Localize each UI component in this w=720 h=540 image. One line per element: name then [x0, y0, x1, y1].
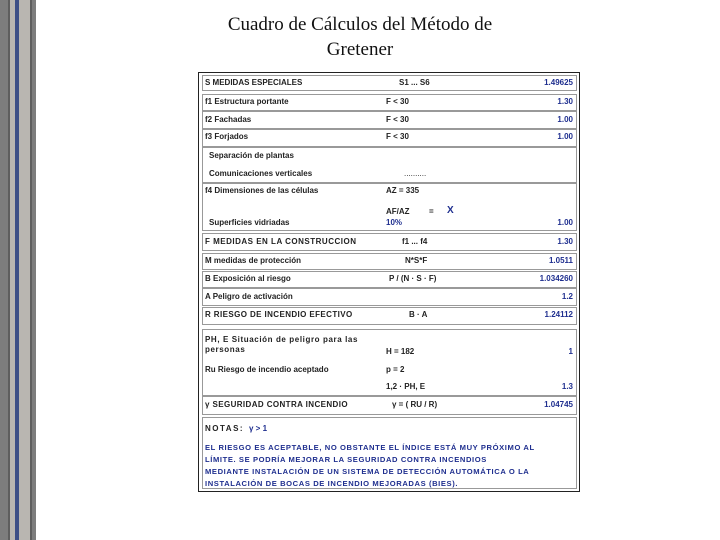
row-formula: 1,2 · PH, E	[386, 382, 426, 391]
row-formula: γ = ( RU / R)	[392, 400, 438, 409]
row-formula: ..........	[404, 169, 427, 178]
row-value: 1.00	[557, 218, 573, 227]
row-label: B Exposición al riesgo	[205, 274, 291, 283]
row-value: 1	[568, 347, 573, 356]
notes-heading: NOTAS:	[205, 424, 245, 433]
row-formula: F < 30	[386, 115, 409, 124]
row-label: γ SEGURIDAD CONTRA INCENDIO	[205, 400, 348, 409]
row-label: f4 Dimensiones de las células	[205, 186, 319, 195]
row-formula: f1 ... f4	[402, 237, 428, 246]
row-formula: S1 ... S6	[399, 78, 430, 87]
row-formula: AF/AZ	[386, 207, 410, 216]
notes-condition: γ > 1	[249, 424, 268, 433]
row-value: 1.00	[557, 132, 573, 141]
row-formula-x: X	[447, 205, 454, 216]
row-label: f2 Fachadas	[205, 115, 252, 124]
row-value: 1.24112	[544, 310, 573, 319]
title-line-1: Cuadro de Cálculos del Método de	[227, 14, 493, 35]
row-value: 1.30	[557, 237, 573, 246]
decorative-side-bar	[0, 0, 36, 540]
row-label: S MEDIDAS ESPECIALES	[205, 78, 303, 87]
row-formula-equals: =	[429, 207, 434, 216]
row-formula: AZ = 335	[386, 186, 420, 195]
row-formula: p = 2	[386, 365, 405, 374]
row-value: 1.2	[561, 292, 573, 301]
notes-line-3: MEDIANTE INSTALACIÓN DE UN SISTEMA DE DETECCIÓN AUTOMÁTICA O LA	[205, 467, 530, 476]
row-label: Ru Riesgo de incendio aceptado	[205, 365, 329, 374]
row-label: Comunicaciones verticales	[209, 169, 313, 178]
row-label: Superficies vidriadas	[209, 218, 290, 227]
row-label: A Peligro de activación	[205, 292, 293, 301]
row-value: 1.30	[557, 97, 573, 106]
row-formula: B · A	[409, 310, 428, 319]
row-label: Separación de plantas	[209, 151, 294, 160]
row-label: F MEDIDAS EN LA CONSTRUCCION	[205, 237, 357, 246]
row-formula: F < 30	[386, 132, 409, 141]
page-title	[200, 12, 520, 62]
row-formula: 10%	[386, 218, 403, 227]
row-formula: F < 30	[386, 97, 409, 106]
row-value: 1.00	[557, 115, 573, 124]
row-value: 1.49625	[544, 78, 573, 87]
notes-line-2: LÍMITE. SE PODRÍA MEJORAR LA SEGURIDAD CONTRA INCENDIOS	[205, 455, 487, 464]
row-formula: N*S*F	[405, 256, 428, 265]
row-label: PH, E Situación de peligro para las personas	[205, 335, 359, 354]
row-label: R RIESGO DE INCENDIO EFECTIVO	[205, 310, 353, 319]
row-label: f1 Estructura portante	[205, 97, 289, 106]
side-bar-inner	[8, 0, 32, 540]
row-value: 1.04745	[544, 400, 573, 409]
row-value: 1.034260	[539, 274, 573, 283]
title-line-2: Gretener	[326, 39, 394, 60]
row-formula: P / (N · S · F)	[389, 274, 437, 283]
notes-line-4: INSTALACIÓN DE BOCAS DE INCENDIO MEJORADAS (BIES).	[205, 479, 459, 488]
row-formula: H = 182	[386, 347, 415, 356]
row-value: 1.0511	[548, 256, 573, 265]
calculation-table	[198, 72, 580, 492]
row-label: M medidas de protección	[205, 256, 302, 265]
side-bar-stripe	[15, 0, 19, 540]
row-label: f3 Forjados	[205, 132, 249, 141]
notes-line-1: EL RIESGO ES ACEPTABLE, NO OBSTANTE EL ÍNDICE ESTÁ MUY PRÓXIMO AL	[205, 443, 535, 452]
row-value: 1.3	[561, 382, 573, 391]
